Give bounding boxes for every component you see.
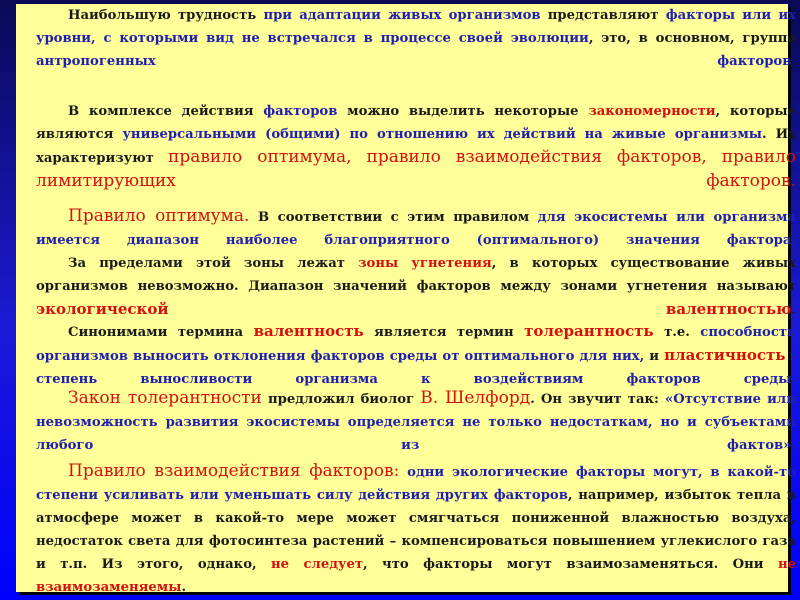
paragraph-regularities: [36, 100, 796, 194]
emphasis-red: не взаимозаменяемы: [36, 557, 797, 595]
emphasis-red: В. Шелфорд: [420, 388, 531, 408]
text: .: [791, 303, 796, 318]
text: , в которых существование живых организмов невозможно. Диапазон значений факторов между зонами угнетения называют: [36, 256, 797, 294]
text: В комплексе действия: [68, 104, 264, 119]
text: можно выделить некоторые: [337, 104, 589, 119]
emphasis-red: закономерности: [588, 104, 716, 119]
paragraph-optimum-rule: [36, 205, 796, 252]
emphasis: способность организмов выносить отклонения факторов среды от оптимального для них,: [36, 325, 796, 364]
paragraph-adaptation: [36, 4, 796, 73]
text: является термин: [363, 325, 525, 340]
emphasis: - степень выносливости организма к воздействиям факторов среды.: [36, 349, 796, 387]
text: т.е.: [653, 325, 701, 340]
emphasis-red: зоны угнетения: [358, 256, 492, 271]
emphasis: универсальными (общими): [122, 127, 341, 142]
text: Синонимами термина: [68, 325, 254, 340]
text: Наибольшую трудность: [68, 8, 264, 23]
text: .: [181, 580, 187, 595]
text: За пределами этой зоны лежат: [68, 256, 359, 271]
emphasis: для экосистемы или организма имеется диапазон наиболее благоприятного (оптимального) значения фактора.: [36, 210, 796, 248]
text: , что факторы могут взаимозаменяться. Они: [363, 557, 778, 572]
text: .: [791, 54, 796, 69]
emphasis: факторы или их уровни, с которыми вид не встречался в процессе своей эволюции: [36, 8, 797, 46]
heading-interaction-rule: Правило взаимодействия факторов:: [68, 461, 400, 481]
emphasis: факторов: [263, 104, 338, 119]
text: В соответствии с этим правилом: [249, 210, 538, 225]
heading-optimum-rule: Правило оптимума.: [68, 206, 250, 226]
emphasis: при адаптации живых организмов: [263, 8, 541, 23]
emphasis-red: экологической валентностью: [36, 300, 792, 318]
text: . Их характеризуют: [36, 127, 796, 166]
text: представляют: [540, 8, 666, 23]
emphasis-red: не следует: [271, 557, 364, 572]
heading-tolerance-law: Закон толерантности: [68, 388, 262, 408]
emphasis: антропогенных факторов: [36, 54, 792, 69]
text: , например, избыток тепла в атмосфере может в какой-то мере может смягчаться пониженной влажностью воздуха, недостаток света для фотосинтеза растений – компенсироваться повышением углекислого газа и т.п. Из этого, однако,: [36, 488, 796, 572]
text: . Он звучит так:: [530, 392, 665, 407]
emphasis: «Отсутствие или невозможность развития экосистемы определяется не только недостаткам, но и субъектами любого из фактов».: [36, 392, 797, 453]
emphasis-red: валентность: [253, 322, 364, 340]
paragraph-suppression-zones: [36, 252, 796, 322]
text: , которые являются: [36, 104, 796, 142]
emphasis: одни экологические факторы могут, в какой-то степени усиливать или уменьшать силу действия других факторов: [36, 465, 796, 503]
paragraph-tolerance-law: [36, 387, 796, 457]
text-card: [16, 4, 797, 595]
emphasis-red: толерантность: [524, 322, 654, 340]
emphasis: по отношению их действий на живые организмы: [340, 127, 763, 142]
paragraph-interaction-rule: [36, 460, 796, 599]
text: предложил биолог: [261, 392, 421, 407]
rules-list: правило оптимума, правило взаимодействия факторов, правило лимитирующих факторов.: [36, 147, 796, 191]
emphasis-red: пластичность: [664, 346, 786, 364]
text: , это, в основном, группа: [588, 31, 796, 46]
text: и: [644, 349, 665, 364]
paragraph-tolerance: [36, 320, 796, 391]
